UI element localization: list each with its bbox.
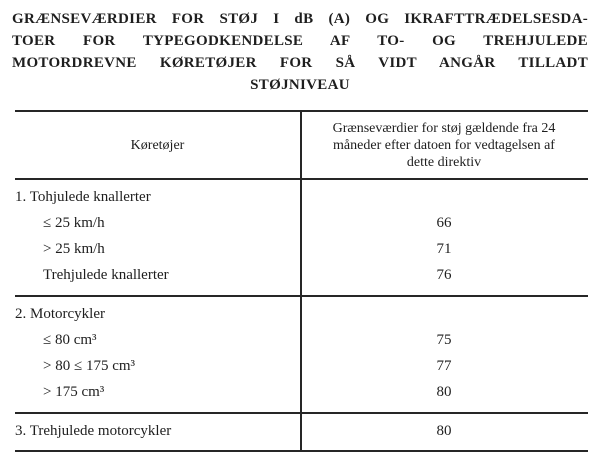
row-label: Trehjulede knallerter: [43, 267, 169, 283]
row-label: 3. Trehjulede motorcykler: [15, 423, 172, 439]
row-value: 77: [436, 358, 452, 374]
document-heading: [12, 8, 588, 96]
row-value: [300, 301, 588, 327]
header-cell-vehicles: [15, 112, 300, 178]
row-label: > 175 cm³: [43, 384, 105, 400]
header-label-limits: Grænseværdier for støj gældende fra 24 måneder efter datoen for vedtagelsen af dette direktiv: [332, 120, 556, 170]
row-label: 2. Motorcykler: [15, 306, 105, 322]
row-label: 1. Tohjulede knallerter: [15, 189, 151, 205]
header-label-vehicles: Køretøjer: [130, 137, 185, 153]
noise-limits-table: [15, 110, 588, 452]
row-value: 66: [436, 215, 452, 231]
row-value: 71: [436, 241, 452, 257]
heading-line-1: GRÆNSEVÆRDIER FOR STØJ I dB (A) OG IKRAFTTRÆDELSESDA-: [12, 11, 588, 27]
heading-line-2: TOER FOR TYPEGODKENDELSE AF TO- OG TREHJULEDE: [12, 33, 588, 49]
header-cell-limits: [300, 112, 588, 178]
row-value: 80: [436, 384, 452, 400]
column-divider-rule: [300, 112, 302, 450]
row-value: 75: [436, 332, 452, 348]
row-value: 76: [436, 267, 452, 283]
row-label: > 25 km/h: [43, 241, 105, 257]
row-label: ≤ 25 km/h: [43, 215, 105, 231]
row-label: > 80 ≤ 175 cm³: [43, 358, 136, 374]
row-value: 80: [436, 423, 452, 439]
heading-line-4: STØJNIVEAU: [250, 77, 350, 93]
heading-line-3: MOTORDREVNE KØRETØJER FOR SÅ VIDT ANGÅR TILLADT: [12, 55, 588, 71]
row-label: ≤ 80 cm³: [43, 332, 97, 348]
row-value: [300, 184, 588, 210]
